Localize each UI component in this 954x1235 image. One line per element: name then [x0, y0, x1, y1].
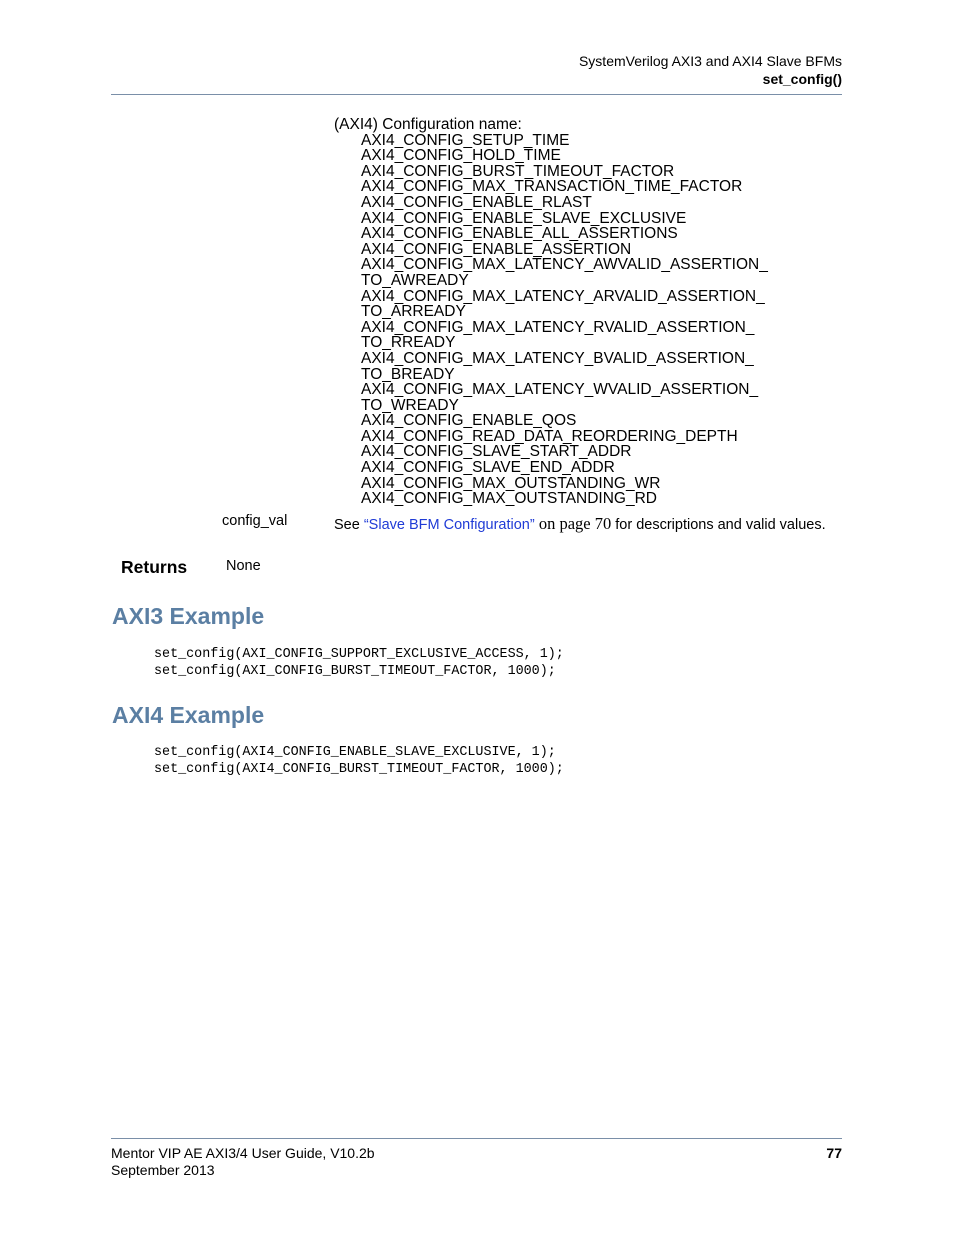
config-name-item: AXI4_CONFIG_ENABLE_RLAST — [361, 193, 592, 211]
param-name-config-val: config_val — [222, 513, 288, 529]
config-name-item: AXI4_CONFIG_SLAVE_END_ADDR — [361, 459, 615, 477]
footer-rule — [111, 1138, 842, 1139]
config-name-item: TO_WREADY — [361, 396, 459, 414]
axi4-code-block: set_config(AXI4_CONFIG_ENABLE_SLAVE_EXCLUSIVE, 1); set_config(AXI4_CONFIG_BURST_TIMEOUT_FACTOR, 1000); — [154, 745, 564, 777]
page-number: 77 — [826, 1145, 842, 1161]
config-name-item: AXI4_CONFIG_MAX_TRANSACTION_TIME_FACTOR — [361, 178, 743, 196]
config-name-item: AXI4_CONFIG_SLAVE_START_ADDR — [361, 443, 632, 461]
config-name-item: AXI4_CONFIG_MAX_LATENCY_WVALID_ASSERTION_ — [361, 381, 759, 399]
header-subtitle: set_config() — [762, 71, 842, 87]
footer-guide-title: Mentor VIP AE AXI3/4 User Guide, V10.2b — [111, 1145, 375, 1161]
returns-label: Returns — [121, 557, 188, 577]
config-name-item: TO_RREADY — [361, 334, 456, 352]
config-name-item: AXI4_CONFIG_READ_DATA_REORDERING_DEPTH — [361, 427, 738, 445]
config-name-item: AXI4_CONFIG_MAX_LATENCY_AWVALID_ASSERTION_ — [361, 256, 768, 274]
returns-value: None — [226, 558, 261, 574]
axi4-example-heading: AXI4 Example — [112, 702, 265, 728]
config-name-item: AXI4_CONFIG_BURST_TIMEOUT_FACTOR — [361, 162, 675, 180]
config-name-list — [334, 133, 768, 507]
config-name-item: AXI4_CONFIG_SETUP_TIME — [361, 131, 570, 149]
param-description — [334, 514, 834, 535]
slave-bfm-configuration-link[interactable]: “Slave BFM Configuration” — [363, 517, 535, 533]
page-reference: on page 70 — [534, 514, 612, 533]
config-name-item: AXI4_CONFIG_MAX_LATENCY_BVALID_ASSERTION_ — [361, 349, 754, 367]
config-name-item: TO_AWREADY — [361, 271, 469, 289]
header-rule — [111, 94, 842, 95]
config-name-item: TO_ARREADY — [361, 303, 466, 321]
header-title: SystemVerilog AXI3 and AXI4 Slave BFMs — [578, 53, 842, 69]
footer-date: September 2013 — [111, 1162, 215, 1178]
config-name-item: AXI4_CONFIG_ENABLE_SLAVE_EXCLUSIVE — [361, 209, 687, 227]
config-name-item: AXI4_CONFIG_HOLD_TIME — [361, 147, 561, 165]
config-name-item: TO_BREADY — [361, 365, 455, 383]
desc-prefix: See — [334, 517, 364, 533]
config-name-item: AXI4_CONFIG_MAX_OUTSTANDING_RD — [361, 490, 657, 508]
config-name-item: AXI4_CONFIG_ENABLE_ALL_ASSERTIONS — [361, 225, 678, 243]
footer-info — [111, 1145, 375, 1179]
desc-suffix: for descriptions and valid values. — [611, 517, 826, 533]
axi3-example-heading: AXI3 Example — [112, 603, 265, 629]
config-name-item: AXI4_CONFIG_MAX_OUTSTANDING_WR — [361, 474, 661, 492]
axi3-code-block: set_config(AXI_CONFIG_SUPPORT_EXCLUSIVE_ACCESS, 1); set_config(AXI_CONFIG_BURST_TIMEOUT_FACTOR, 1000); — [154, 647, 564, 679]
config-intro: (AXI4) Configuration name: — [334, 116, 522, 133]
config-name-block — [334, 117, 768, 507]
config-name-item: AXI4_CONFIG_MAX_LATENCY_ARVALID_ASSERTION_ — [361, 287, 765, 305]
config-name-item: AXI4_CONFIG_ENABLE_ASSERTION — [361, 240, 632, 258]
config-name-item: AXI4_CONFIG_MAX_LATENCY_RVALID_ASSERTION_ — [361, 318, 755, 336]
config-name-item: AXI4_CONFIG_ENABLE_QOS — [361, 412, 577, 430]
